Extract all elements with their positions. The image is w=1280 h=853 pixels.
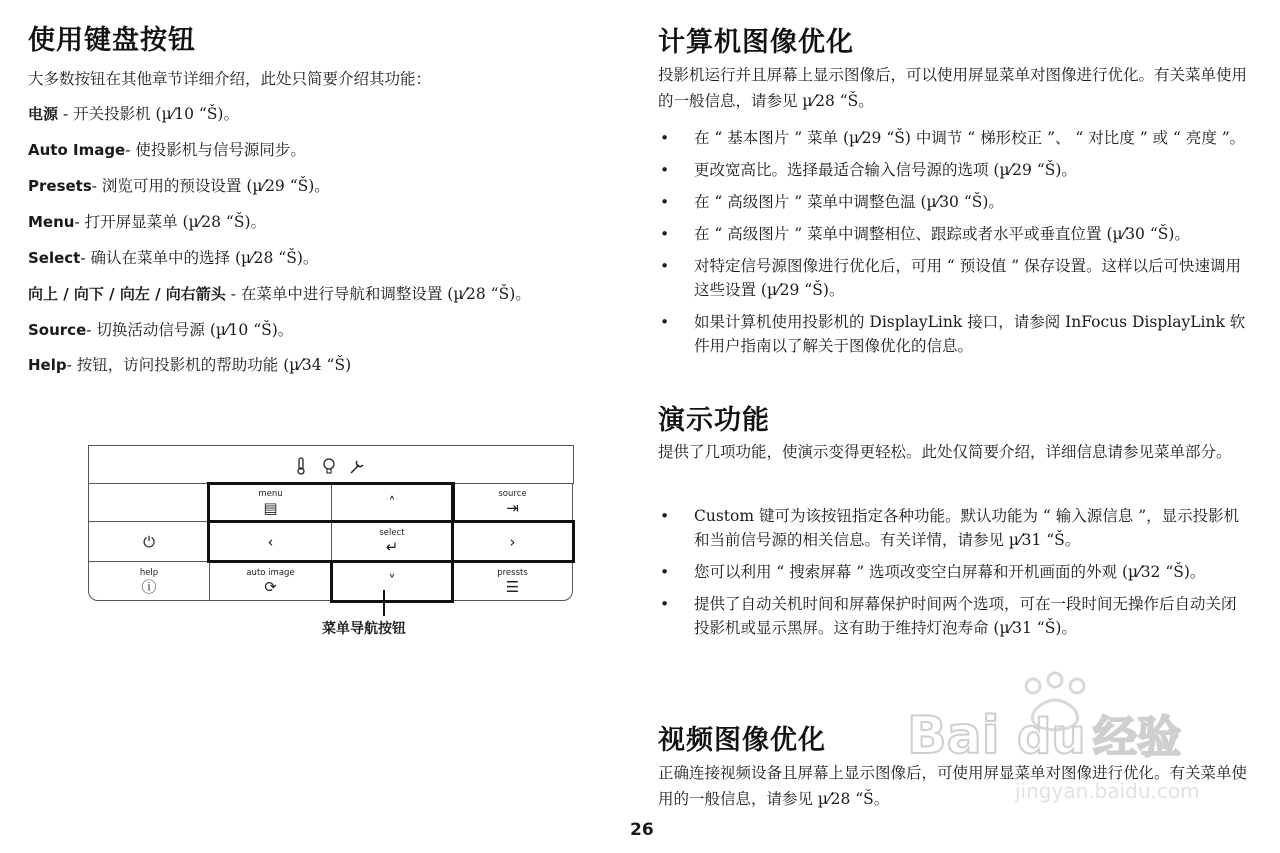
heading-presentation: 演示功能	[658, 405, 770, 436]
video-image-intro: 正确连接视频设备且屏幕上显示图像后，可使用屏显菜单对图像进行优化。有关菜单使用的一般信息，请参见 µ⁄28 “Š。	[658, 764, 1248, 808]
power-button[interactable]	[88, 521, 210, 562]
item-menu: Menu- 打开屏显菜单 (µ⁄28 “Š)。	[28, 213, 267, 231]
chevron-left-icon: ‹	[267, 532, 274, 551]
select-button[interactable]: select ↵	[331, 521, 453, 562]
nav-highlight-bottom	[330, 561, 454, 603]
callout-label: 菜单导航按钮	[322, 621, 406, 637]
heading-video-image: 视频图像优化	[658, 725, 826, 756]
presets-icon: ☰	[505, 577, 520, 596]
indicator-icons	[293, 456, 373, 480]
chevron-up-icon: ˄	[388, 493, 396, 512]
menu-button[interactable]: menu ▤	[209, 483, 332, 522]
item-select: Select- 确认在菜单中的选择 (µ⁄28 “Š)。	[28, 249, 319, 267]
presets-button[interactable]: pressts ☰	[452, 561, 573, 601]
item-power: 电源 - 开关投影机 (µ⁄10 “Š)。	[28, 105, 239, 123]
auto-image-button[interactable]: auto image ⟳	[209, 561, 332, 601]
list-item: • 在 “ 高级图片 ” 菜单中调整色温 (µ⁄30 “Š)。	[658, 190, 1250, 214]
keyboard-intro: 大多数按钮在其他章节详细介绍，此处只简要介绍其功能：	[28, 70, 432, 88]
thermometer-lamp-wrench-icon	[293, 456, 373, 476]
keypad-indicator-row	[88, 445, 574, 484]
item-auto-image: Auto Image- 使投影机与信号源同步。	[28, 141, 306, 159]
enter-icon: ↵	[385, 538, 399, 556]
list-item: • 在 “ 基本图片 ” 菜单 (µ⁄29 “Š) 中调节 “ 梯形校正 ”、 “ 对比度 ” 或 “ 亮度 ”。	[658, 126, 1250, 150]
heading-keyboard-buttons: 使用键盘按钮	[28, 25, 196, 56]
list-item: • Custom 键可为该按钮指定各种功能。默认功能为 “ 输入源信息 ”，显示投影机和当前信号源的相关信息。有关详情，请参见 µ⁄31 “Š。	[658, 504, 1250, 552]
help-icon: ⓘ	[141, 577, 157, 596]
svg-text:经验: 经验	[1093, 712, 1181, 763]
list-item: • 在 “ 高级图片 ” 菜单中调整相位、跟踪或者水平或垂直位置 (µ⁄30 “Š)。	[658, 222, 1250, 246]
item-arrows: 向上 / 向下 / 向左 / 向右箭头 - 在菜单中进行导航和调整设置 (µ⁄28 “Š)。	[28, 285, 531, 303]
auto-image-icon: ⟳	[264, 577, 277, 596]
power-icon: ⏻	[143, 532, 155, 551]
chevron-right-icon: ›	[509, 532, 516, 551]
list-item: • 更改宽高比。选择最适合输入信号源的选项 (µ⁄29 “Š)。	[658, 158, 1250, 182]
heading-computer-image: 计算机图像优化	[658, 27, 854, 58]
svg-text:jingyan.baidu.com: jingyan.baidu.com	[1015, 779, 1200, 803]
source-button[interactable]: source ⇥	[452, 483, 573, 522]
source-icon: ⇥	[506, 499, 519, 517]
callout-line	[383, 590, 385, 616]
item-presets: Presets- 浏览可用的预设设置 (µ⁄29 “Š)。	[28, 177, 330, 195]
computer-image-intro: 投影机运行并且屏幕上显示图像后，可以使用屏显菜单对图像进行优化。有关菜单使用的一般信息，请参见 µ⁄28 “Š。	[658, 66, 1248, 110]
nav-divider	[452, 482, 455, 522]
svg-text:du: du	[1017, 709, 1086, 765]
list-item: • 如果计算机使用投影机的 DisplayLink 接口，请参阅 InFocus DisplayLink 软件用户指南以了解关于图像优化的信息。	[658, 310, 1250, 358]
presentation-list	[658, 496, 1250, 640]
item-help: Help- 按钮，访问投影机的帮助功能 (µ⁄34 “Š)	[28, 356, 352, 374]
list-item: • 对特定信号源图像进行优化后，可用 “ 预设值 ” 保存设置。这样以后可快速调用这些设置 (µ⁄29 “Š)。	[658, 254, 1250, 302]
nav-highlight-middle	[207, 520, 575, 563]
keypad-diagram	[88, 445, 574, 605]
presentation-intro: 提供了几项功能，使演示变得更轻松。此处仅简要介绍，详细信息请参见菜单部分。	[658, 443, 1232, 461]
page-number: 26	[630, 820, 654, 840]
item-source: Source- 切换活动信号源 (µ⁄10 “Š)。	[28, 321, 294, 339]
menu-icon: ▤	[263, 499, 278, 517]
list-item: • 您可以利用 “ 搜索屏幕 ” 选项改变空白屏幕和开机画面的外观 (µ⁄32 “Š)。	[658, 560, 1250, 584]
list-item: • 提供了自动关机时间和屏幕保护时间两个选项，可在一段时间无操作后自动关闭投影机或显示黑屏。这有助于维持灯泡寿命 (µ⁄31 “Š)。	[658, 592, 1250, 640]
svg-text:Bai: Bai	[907, 706, 1000, 766]
chevron-down-icon: ˅	[388, 572, 396, 590]
computer-image-list	[658, 118, 1250, 358]
help-button[interactable]: help ⓘ	[88, 561, 210, 601]
blank-key	[88, 483, 210, 522]
